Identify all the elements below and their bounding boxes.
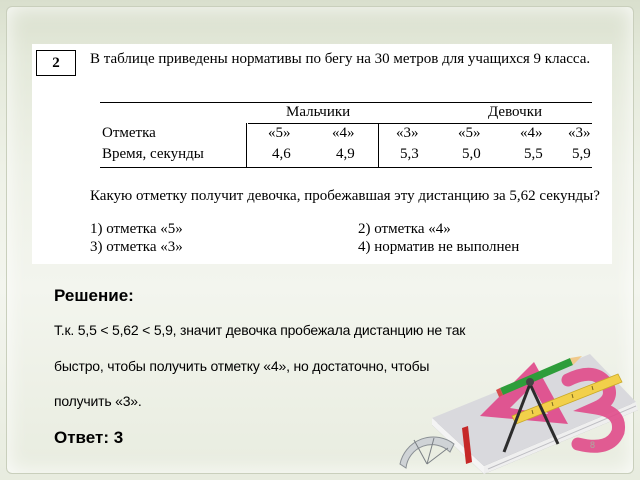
table-cell: «5» — [268, 125, 291, 141]
table-cell: 5,0 — [462, 146, 481, 162]
table-cell: 4,6 — [272, 146, 291, 162]
header-divider — [248, 123, 592, 124]
col-divider-groups — [378, 123, 379, 167]
col-divider-label — [246, 123, 247, 167]
table-cell: «3» — [396, 125, 419, 141]
table-cell: «5» — [458, 125, 481, 141]
solution-line: Т.к. 5,5 < 5,62 < 5,9, значит девочка пробежала дистанцию не так — [54, 322, 466, 338]
header-girls: Девочки — [488, 104, 543, 120]
table-cell: 4,9 — [336, 146, 355, 162]
school-supplies-illustration — [392, 340, 640, 480]
page-number: 8 — [590, 440, 596, 450]
final-answer: Ответ: 3 — [54, 428, 124, 447]
task-number: 2 — [36, 50, 76, 76]
norms-table — [100, 102, 592, 168]
solution-line: быстро, чтобы получить отметку «4», но достаточно, чтобы — [54, 358, 430, 374]
answer-option-3: 3) отметка «3» — [90, 239, 183, 255]
table-cell: «3» — [568, 125, 591, 141]
table-cell: 5,9 — [572, 146, 591, 162]
solution-heading: Решение: — [54, 286, 134, 305]
task-question: Какую отметку получит девочка, пробежавшая эту дистанцию за 5,62 секунды? — [90, 188, 600, 204]
task-condition: В таблице приведены нормативы по бегу на 30 метров для учащихся 9 класса. — [90, 51, 591, 67]
answer-option-4: 4) норматив не выполнен — [358, 239, 520, 255]
table-cell: «4» — [332, 125, 355, 141]
row-label-grade: Отметка — [102, 125, 156, 141]
task-panel — [32, 44, 612, 264]
table-cell: 5,3 — [400, 146, 419, 162]
answer-option-2: 2) отметка «4» — [358, 221, 451, 237]
table-cell: 5,5 — [524, 146, 543, 162]
header-boys: Мальчики — [286, 104, 351, 120]
table-cell: «4» — [520, 125, 543, 141]
protractor-icon — [400, 437, 454, 468]
solution-line: получить «3». — [54, 393, 142, 409]
row-label-time: Время, секунды — [102, 146, 204, 162]
answer-option-1: 1) отметка «5» — [90, 221, 183, 237]
